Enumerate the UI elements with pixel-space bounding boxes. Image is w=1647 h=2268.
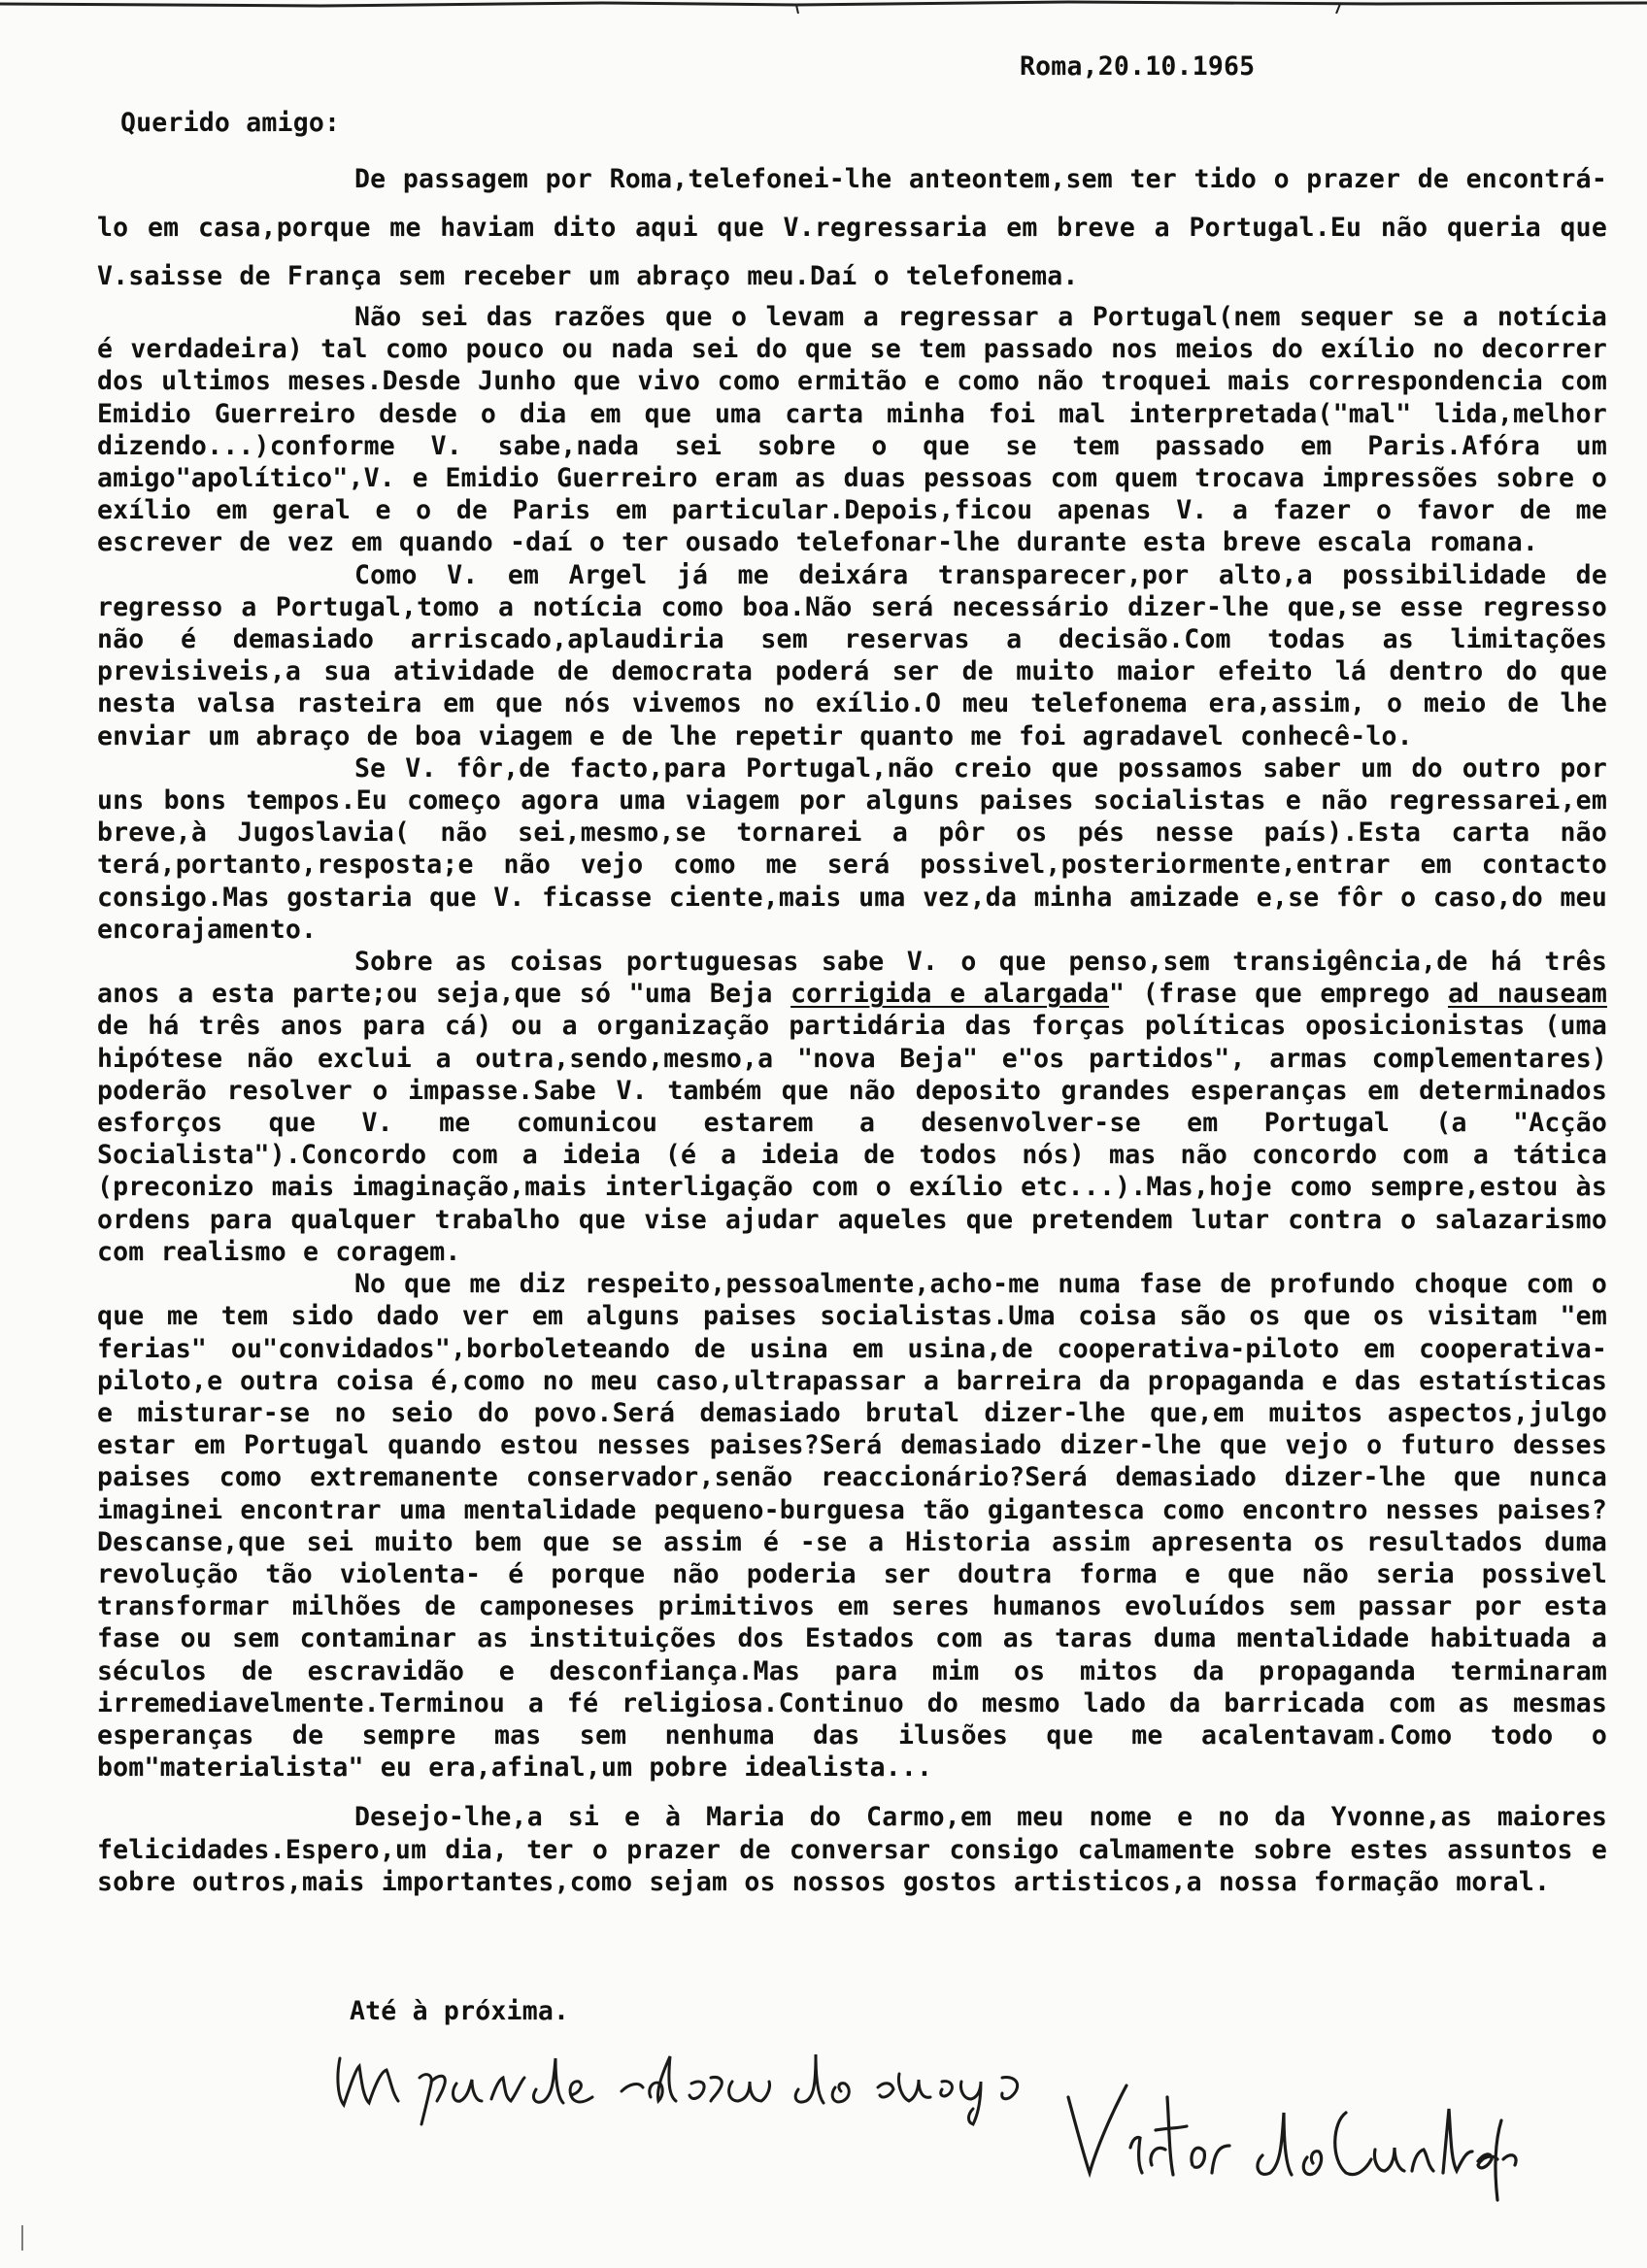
paragraph-1: De passagem por Roma,telefonei-lhe anteontem,sem ter tido o prazer de encontrá-lo em casa,porque me haviam dito aqui que V.regressaria em breve a Portugal.Eu não queria que V.saisse de França sem receber um abraço meu.Daí o telefonema. bbox=[97, 164, 1607, 291]
letter-date: Roma,20.10.1965 bbox=[1020, 51, 1256, 82]
handwritten-signature bbox=[1059, 2058, 1525, 2204]
margin-mark bbox=[17, 2223, 27, 2252]
paragraph-4: Se V. fôr,de facto,para Portugal,não creio que possamos saber um do outro por uns bons tempos.Eu começo agora uma viagem por alguns paises socialistas e não regressarei,em breve,à Jugoslavia( não sei,mesmo,se tornarei a pôr os pés nesse país).Esta carta não terá,portanto,resposta;e não vejo como me será possivel,posteriormente,entrar em contacto consigo.Mas gostaria que V. ficasse ciente,mais uma vez,da minha amizade e,se fôr o caso,do meu encorajamento. bbox=[97, 752, 1607, 945]
closing-line: Até à próxima. bbox=[350, 1996, 570, 2026]
paragraph-2: Não sei das razões que o levam a regressar a Portugal(nem sequer se a notícia é verdadeira) tal como pouco ou nada sei do que se tem passado nos meios do exílio no decorrer dos ultimos meses.Desde Junho que vivo como ermitão e como não troquei mais correspondencia com Emidio Guerreiro desde o dia em que uma carta minha foi mal interpretada("mal" lida,melhor dizendo...)conforme V. sabe,nada sei sobre o que se tem passado em Paris.Afóra um amigo"apolítico",V. e Emidio Guerreiro eram as duas pessoas com quem trocava impressões sobre o exílio em geral e o de Paris em particular.Depois,ficou apenas V. a fazer o favor de me escrever de vez em quando -daí o ter ousado telefonar-lhe durante esta breve escala romana. bbox=[97, 302, 1607, 558]
paragraph-3: Como V. em Argel já me deixára transparecer,por alto,a possibilidade de regresso a Portugal,tomo a notícia como boa.Não será necessário dizer-lhe que,se esse regresso não é demasiado arriscado,aplaudiria sem reservas a decisão.Com todas as limitações previsiveis,a sua atividade de democrata poderá ser de muito maior efeito lá dentro do que nesta valsa rasteira em que nós vivemos no exílio.O meu telefonema era,assim, o meio de lhe enviar um abraço de boa viagem e de lhe repetir quanto me foi agradavel conhecê-lo. bbox=[97, 559, 1607, 751]
paragraph-5-part-b: " (frase que emprego bbox=[1109, 979, 1449, 1010]
paragraph-7: Desejo-lhe,a si e à Maria do Carmo,em meu nome e no da Yvonne,as maiores felicidades.Espero,um dia, ter o prazer de conversar consigo calmamente sobre estes assuntos e sobre outros,mais importantes,como sejam os nossos gostos artisticos,a nossa formação moral. bbox=[97, 1802, 1607, 1898]
paragraph-5 bbox=[97, 946, 1607, 1268]
letter-body bbox=[97, 155, 1607, 1899]
underlined-phrase-ad-nauseam: ad nauseam bbox=[1448, 979, 1607, 1010]
paper-top-edge bbox=[0, 0, 1647, 14]
paragraph-5-part-a: Sobre as coisas portuguesas sabe V. o que penso,sem transigência,de há três anos a esta parte;ou seja,que só "uma Beja bbox=[97, 947, 1607, 1010]
salutation: Querido amigo: bbox=[120, 108, 341, 138]
underlined-phrase-corrigida: corrigida e alargada bbox=[790, 979, 1110, 1010]
handwritten-closing bbox=[330, 2019, 1049, 2126]
paragraph-5-part-c: de há três anos para cá) ou a organização partidária das forças políticas oposicionistas (uma hipótese não exclui a outra,sendo,mesmo,a "nova Beja" e"os partidos", armas complementares) poderão resolver o impasse.Sabe V. também que não deposito grandes esperanças em determinados esforços que V. me comunicou estarem a desenvolver-se em Portugal (a "Acção Socialista").Concordo com a ideia (é a ideia de todos nós) mas não concordo com a tática (preconizo mais imaginação,mais interligação com o exílio etc...).Mas,hoje como sempre,estou às ordens para qualquer trabalho que vise ajudar aqueles que pretendem lutar contra o salazarismo com realismo e coragem. bbox=[97, 1011, 1607, 1267]
paragraph-6: No que me diz respeito,pessoalmente,acho-me numa fase de profundo choque com o que me tem sido dado ver em alguns paises socialistas.Uma coisa são os que os visitam "em ferias" ou"convidados",borboleteando de usina em usina,de cooperativa-piloto em cooperativa-piloto,e outra coisa é,como no meu caso,ultrapassar a barreira da propaganda e das estatísticas e misturar-se no seio do povo.Será demasiado brutal dizer-lhe que,em muitos aspectos,julgo estar em Portugal quando estou nesses paises?Será demasiado dizer-lhe que vejo o futuro desses paises como extremanente conservador,senão reaccionário?Será demasiado dizer-lhe que nunca imaginei encontrar uma mentalidade pequeno-burguesa tão gigantesca como encontro nesses paises?Descanse,que sei muito bem que se assim é -se a Historia assim apresenta os resultados duma revolução tão violenta- é porque não poderia ser doutra forma e que não seria possivel transformar milhões de camponeses primitivos em seres humanos evoluídos sem passar por esta fase ou sem contaminar as instituições dos Estados com as taras duma mentalidade habituada a séculos de escravidão e desconfiança.Mas para mim os mitos da propaganda terminaram irremediavelmente.Terminou a fé religiosa.Continuo do mesmo lado da barricada com as mesmas esperanças de sempre mas sem nenhuma das ilusões que me acalentavam.Como todo o bom"materialista" eu era,afinal,um pobre idealista... bbox=[97, 1269, 1607, 1784]
